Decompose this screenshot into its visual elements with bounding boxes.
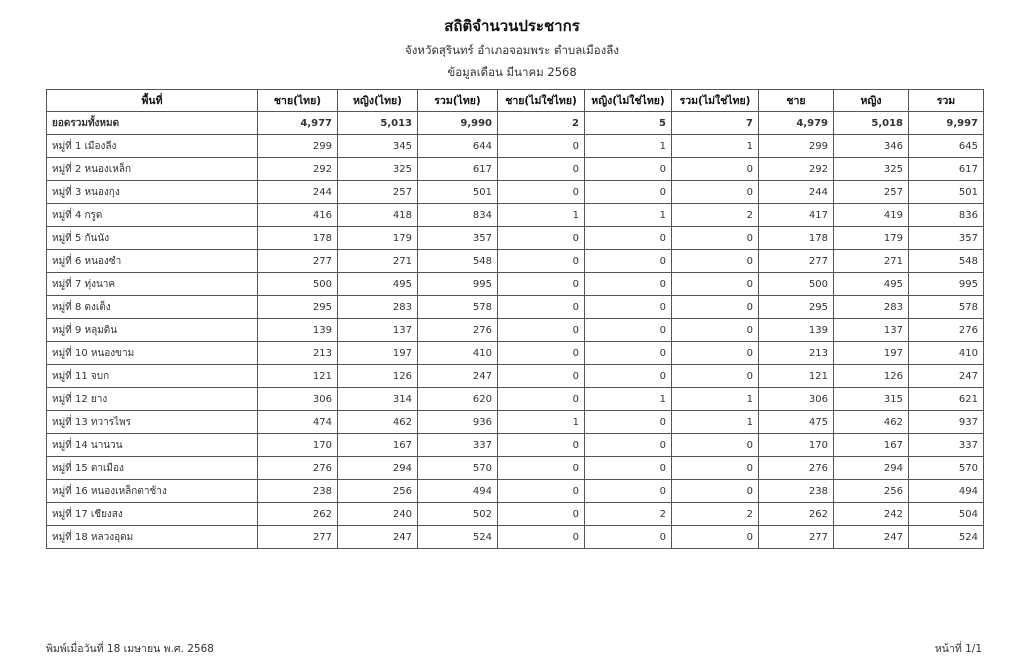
count-cell: 277 (759, 250, 834, 273)
area-name-cell: หมู่ที่ 6 หนองซำ (47, 250, 258, 273)
count-cell: 247 (338, 526, 418, 549)
count-cell: 995 (418, 273, 498, 296)
count-cell: 936 (418, 411, 498, 434)
count-cell: 0 (672, 227, 759, 250)
count-cell: 0 (672, 273, 759, 296)
population-table (46, 89, 984, 549)
table-row (47, 365, 984, 388)
table-row (47, 411, 984, 434)
count-cell: 0 (498, 296, 585, 319)
area-name-cell: หมู่ที่ 10 หนองขาม (47, 342, 258, 365)
count-cell: 0 (672, 158, 759, 181)
count-cell: 495 (338, 273, 418, 296)
column-header: หญิง(ไทย) (338, 90, 418, 112)
count-cell: 121 (759, 365, 834, 388)
count-cell: 337 (418, 434, 498, 457)
count-cell: 283 (834, 296, 909, 319)
table-row (47, 158, 984, 181)
count-cell: 474 (258, 411, 338, 434)
count-cell: 0 (498, 526, 585, 549)
count-cell: 500 (258, 273, 338, 296)
column-header: รวม(ไม่ใช่ไทย) (672, 90, 759, 112)
count-cell: 501 (418, 181, 498, 204)
count-cell: 271 (834, 250, 909, 273)
count-cell: 494 (909, 480, 984, 503)
count-cell: 0 (672, 319, 759, 342)
count-cell: 325 (834, 158, 909, 181)
count-cell: 0 (672, 296, 759, 319)
count-cell: 299 (258, 135, 338, 158)
count-cell: 126 (338, 365, 418, 388)
count-cell: 121 (258, 365, 338, 388)
count-cell: 0 (672, 457, 759, 480)
count-cell: 0 (585, 296, 672, 319)
count-cell: 306 (258, 388, 338, 411)
area-name-cell: หมู่ที่ 1 เมืองลีง (47, 135, 258, 158)
count-cell: 0 (498, 273, 585, 296)
count-cell: 502 (418, 503, 498, 526)
count-cell: 262 (759, 503, 834, 526)
count-cell: 1 (498, 411, 585, 434)
area-name-cell: หมู่ที่ 2 หนองเหล็ก (47, 158, 258, 181)
page-number: หน้าที่ 1/1 (934, 643, 982, 655)
count-cell: 2 (585, 503, 672, 526)
area-name-cell: หมู่ที่ 8 ดงเต็ง (47, 296, 258, 319)
count-cell: 5,018 (834, 112, 909, 135)
table-row (47, 181, 984, 204)
count-cell: 500 (759, 273, 834, 296)
count-cell: 570 (418, 457, 498, 480)
count-cell: 1 (585, 135, 672, 158)
count-cell: 345 (338, 135, 418, 158)
count-cell: 0 (585, 342, 672, 365)
count-cell: 475 (759, 411, 834, 434)
count-cell: 170 (258, 434, 338, 457)
count-cell: 295 (258, 296, 338, 319)
area-name-cell: หมู่ที่ 7 ทุ่งนาค (47, 273, 258, 296)
count-cell: 578 (909, 296, 984, 319)
area-name-cell: หมู่ที่ 5 กันนัง (47, 227, 258, 250)
table-row (47, 503, 984, 526)
count-cell: 179 (338, 227, 418, 250)
count-cell: 410 (909, 342, 984, 365)
count-cell: 0 (585, 434, 672, 457)
count-cell: 417 (759, 204, 834, 227)
count-cell: 315 (834, 388, 909, 411)
count-cell: 617 (909, 158, 984, 181)
table-row (47, 388, 984, 411)
count-cell: 247 (418, 365, 498, 388)
count-cell: 0 (672, 181, 759, 204)
count-cell: 295 (759, 296, 834, 319)
count-cell: 257 (834, 181, 909, 204)
count-cell: 7 (672, 112, 759, 135)
count-cell: 167 (338, 434, 418, 457)
count-cell: 277 (258, 526, 338, 549)
count-cell: 0 (585, 273, 672, 296)
count-cell: 621 (909, 388, 984, 411)
count-cell: 462 (338, 411, 418, 434)
count-cell: 0 (585, 158, 672, 181)
count-cell: 256 (834, 480, 909, 503)
count-cell: 836 (909, 204, 984, 227)
count-cell: 299 (759, 135, 834, 158)
count-cell: 294 (834, 457, 909, 480)
count-cell: 995 (909, 273, 984, 296)
count-cell: 262 (258, 503, 338, 526)
count-cell: 418 (338, 204, 418, 227)
count-cell: 620 (418, 388, 498, 411)
count-cell: 0 (585, 526, 672, 549)
area-name-cell: หมู่ที่ 4 กรูด (47, 204, 258, 227)
total-row (47, 112, 984, 135)
count-cell: 5 (585, 112, 672, 135)
count-cell: 0 (498, 181, 585, 204)
count-cell: 644 (418, 135, 498, 158)
report-subtitle-location: จังหวัดสุรินทร์ อำเภอจอมพระ ตำบลเมืองลีง (405, 43, 619, 57)
count-cell: 1 (585, 204, 672, 227)
count-cell: 357 (909, 227, 984, 250)
count-cell: 276 (258, 457, 338, 480)
count-cell: 0 (585, 181, 672, 204)
count-cell: 357 (418, 227, 498, 250)
count-cell: 271 (338, 250, 418, 273)
count-cell: 0 (498, 365, 585, 388)
column-header: หญิง (834, 90, 909, 112)
count-cell: 2 (498, 112, 585, 135)
area-name-cell: หมู่ที่ 18 หลวงอุดม (47, 526, 258, 549)
count-cell: 1 (672, 135, 759, 158)
count-cell: 416 (258, 204, 338, 227)
table-row (47, 273, 984, 296)
area-name-cell: หมู่ที่ 15 ตาเมือง (47, 457, 258, 480)
count-cell: 1 (672, 388, 759, 411)
area-name-cell: หมู่ที่ 11 จบก (47, 365, 258, 388)
count-cell: 0 (498, 250, 585, 273)
table-body (47, 112, 984, 549)
count-cell: 0 (585, 250, 672, 273)
count-cell: 325 (338, 158, 418, 181)
count-cell: 292 (759, 158, 834, 181)
count-cell: 346 (834, 135, 909, 158)
table-row (47, 457, 984, 480)
report-title: สถิติจำนวนประชากร (444, 17, 580, 35)
table-row (47, 434, 984, 457)
count-cell: 294 (338, 457, 418, 480)
column-header: รวม(ไทย) (418, 90, 498, 112)
column-header: ชาย(ไม่ใช่ไทย) (498, 90, 585, 112)
count-cell: 0 (585, 227, 672, 250)
count-cell: 337 (909, 434, 984, 457)
count-cell: 0 (498, 158, 585, 181)
count-cell: 0 (672, 480, 759, 503)
count-cell: 0 (498, 135, 585, 158)
count-cell: 244 (759, 181, 834, 204)
report-subtitle-period: ข้อมูลเดือน มีนาคม 2568 (447, 65, 577, 79)
count-cell: 240 (338, 503, 418, 526)
count-cell: 242 (834, 503, 909, 526)
count-cell: 0 (498, 503, 585, 526)
count-cell: 137 (834, 319, 909, 342)
count-cell: 834 (418, 204, 498, 227)
count-cell: 257 (338, 181, 418, 204)
count-cell: 306 (759, 388, 834, 411)
count-cell: 0 (498, 319, 585, 342)
count-cell: 247 (909, 365, 984, 388)
count-cell: 179 (834, 227, 909, 250)
count-cell: 462 (834, 411, 909, 434)
count-cell: 9,997 (909, 112, 984, 135)
table-header-row (47, 90, 984, 112)
count-cell: 244 (258, 181, 338, 204)
count-cell: 0 (498, 434, 585, 457)
table-row (47, 319, 984, 342)
count-cell: 645 (909, 135, 984, 158)
count-cell: 578 (418, 296, 498, 319)
table-row (47, 526, 984, 549)
count-cell: 197 (834, 342, 909, 365)
count-cell: 0 (498, 480, 585, 503)
count-cell: 548 (418, 250, 498, 273)
count-cell: 419 (834, 204, 909, 227)
count-cell: 213 (258, 342, 338, 365)
count-cell: 524 (909, 526, 984, 549)
count-cell: 238 (258, 480, 338, 503)
count-cell: 2 (672, 204, 759, 227)
count-cell: 0 (585, 365, 672, 388)
table-row (47, 227, 984, 250)
count-cell: 0 (672, 434, 759, 457)
count-cell: 4,977 (258, 112, 338, 135)
count-cell: 0 (585, 457, 672, 480)
count-cell: 2 (672, 503, 759, 526)
area-name-cell: หมู่ที่ 9 หลุมดิน (47, 319, 258, 342)
count-cell: 247 (834, 526, 909, 549)
area-name-cell: หมู่ที่ 3 หนองกุง (47, 181, 258, 204)
column-header: หญิง(ไม่ใช่ไทย) (585, 90, 672, 112)
area-name-cell: หมู่ที่ 16 หนองเหล็กตาช้าง (47, 480, 258, 503)
table-row (47, 480, 984, 503)
table-row (47, 296, 984, 319)
count-cell: 524 (418, 526, 498, 549)
count-cell: 570 (909, 457, 984, 480)
count-cell: 178 (759, 227, 834, 250)
count-cell: 178 (258, 227, 338, 250)
count-cell: 0 (672, 365, 759, 388)
count-cell: 4,979 (759, 112, 834, 135)
count-cell: 139 (759, 319, 834, 342)
column-header: ชาย(ไทย) (258, 90, 338, 112)
count-cell: 238 (759, 480, 834, 503)
count-cell: 256 (338, 480, 418, 503)
count-cell: 617 (418, 158, 498, 181)
count-cell: 0 (672, 342, 759, 365)
count-cell: 283 (338, 296, 418, 319)
count-cell: 0 (498, 457, 585, 480)
count-cell: 0 (498, 227, 585, 250)
count-cell: 0 (585, 411, 672, 434)
count-cell: 0 (498, 388, 585, 411)
area-name-cell: หมู่ที่ 14 นานวน (47, 434, 258, 457)
count-cell: 9,990 (418, 112, 498, 135)
count-cell: 495 (834, 273, 909, 296)
count-cell: 937 (909, 411, 984, 434)
count-cell: 314 (338, 388, 418, 411)
table-row (47, 342, 984, 365)
count-cell: 137 (338, 319, 418, 342)
area-name-cell: ยอดรวมทั้งหมด (47, 112, 258, 135)
count-cell: 167 (834, 434, 909, 457)
column-header: ชาย (759, 90, 834, 112)
count-cell: 276 (759, 457, 834, 480)
count-cell: 276 (418, 319, 498, 342)
count-cell: 501 (909, 181, 984, 204)
count-cell: 0 (672, 526, 759, 549)
area-name-cell: หมู่ที่ 17 เชียงสง (47, 503, 258, 526)
count-cell: 548 (909, 250, 984, 273)
area-name-cell: หมู่ที่ 12 ยาง (47, 388, 258, 411)
count-cell: 0 (498, 342, 585, 365)
count-cell: 170 (759, 434, 834, 457)
table-row (47, 204, 984, 227)
count-cell: 139 (258, 319, 338, 342)
count-cell: 1 (498, 204, 585, 227)
column-header: รวม (909, 90, 984, 112)
count-cell: 197 (338, 342, 418, 365)
count-cell: 126 (834, 365, 909, 388)
count-cell: 213 (759, 342, 834, 365)
column-header: พื้นที่ (47, 90, 258, 112)
count-cell: 494 (418, 480, 498, 503)
count-cell: 276 (909, 319, 984, 342)
count-cell: 1 (585, 388, 672, 411)
count-cell: 1 (672, 411, 759, 434)
count-cell: 292 (258, 158, 338, 181)
area-name-cell: หมู่ที่ 13 ทวารไพร (47, 411, 258, 434)
count-cell: 410 (418, 342, 498, 365)
count-cell: 277 (759, 526, 834, 549)
count-cell: 504 (909, 503, 984, 526)
table-row (47, 250, 984, 273)
count-cell: 277 (258, 250, 338, 273)
count-cell: 0 (585, 319, 672, 342)
table-row (47, 135, 984, 158)
count-cell: 5,013 (338, 112, 418, 135)
count-cell: 0 (585, 480, 672, 503)
count-cell: 0 (672, 250, 759, 273)
print-date: พิมพ์เมื่อวันที่ 18 เมษายน พ.ศ. 2568 (46, 643, 214, 655)
